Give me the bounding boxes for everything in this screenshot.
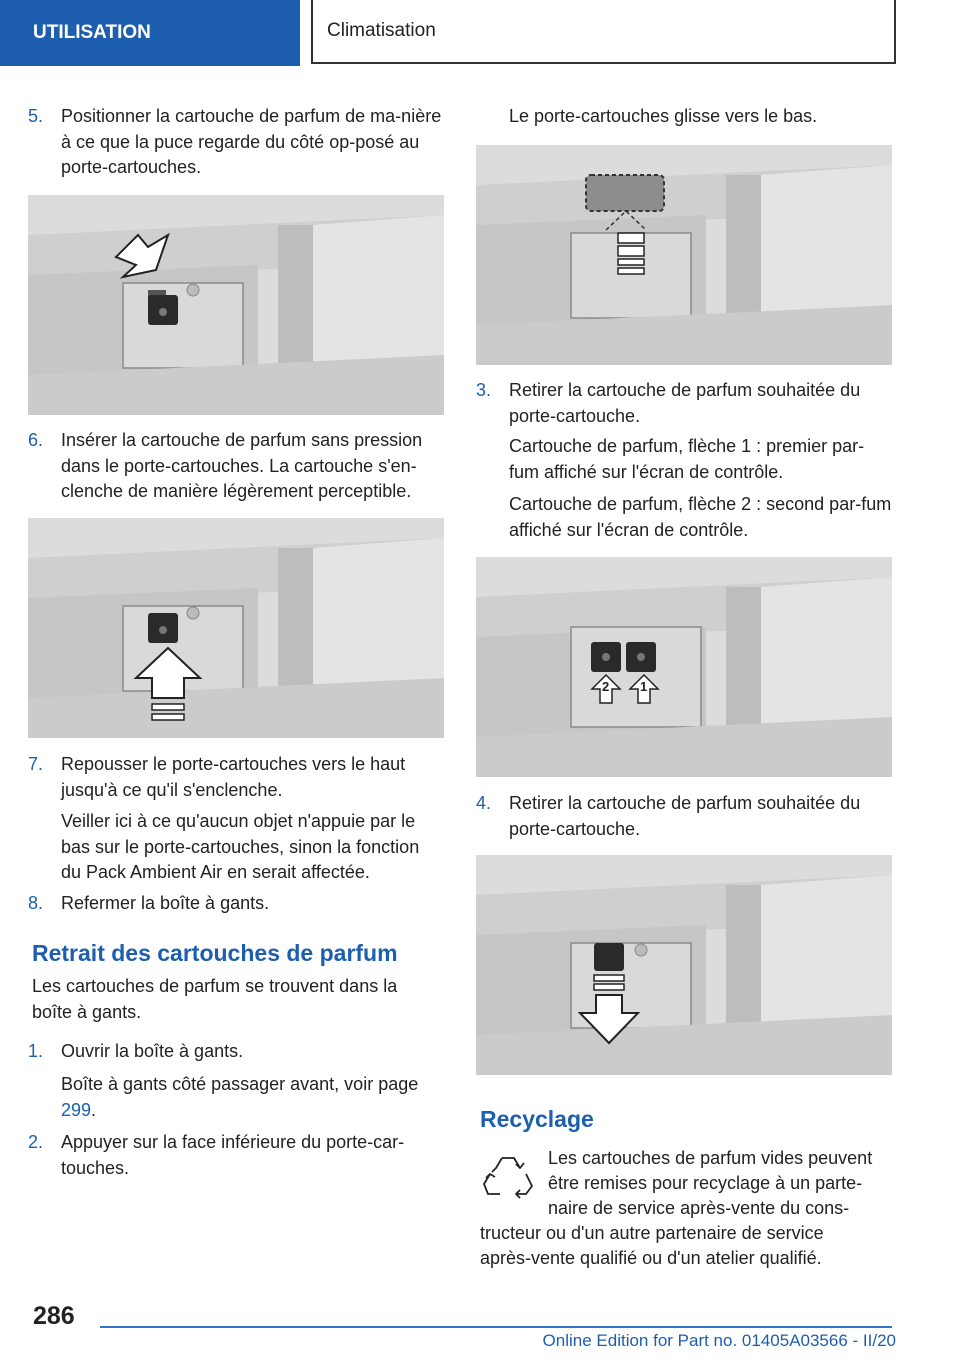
step-number: 7.: [28, 754, 44, 774]
step-2: [28, 1130, 444, 1185]
recycling-line-3: naire de service après-vente du cons‐: [548, 1198, 850, 1218]
step-6: [28, 428, 444, 508]
step-number: 3.: [476, 380, 492, 400]
chapter-title: Climatisation: [327, 20, 436, 41]
step-number: 8.: [28, 893, 44, 913]
continuation-text: Le porte-cartouches glisse vers le bas.: [509, 106, 818, 126]
page-reference-link[interactable]: 299: [61, 1099, 92, 1120]
glovebox-photo-holder-down: [476, 145, 892, 365]
step-4: [476, 791, 892, 846]
step-text: Refermer la boîte à gants.: [61, 893, 270, 913]
step-text: Ouvrir la boîte à gants.: [61, 1041, 244, 1061]
recycling-line-5: après-vente qualifié ou d'un atelier qualifié.: [480, 1248, 822, 1268]
step-3: [476, 378, 892, 433]
step-text: Retirer la cartouche de parfum souhaitée du porte-cartouche.: [509, 380, 861, 426]
step-text: Appuyer sur la face inférieure du porte-car‐touches.: [61, 1132, 405, 1178]
step-text: Retirer la cartouche de parfum souhaitée du porte-cartouche.: [509, 793, 861, 839]
step-3-note-2: Cartouche de parfum, flèche 2 : second par‐fum affiché sur l'écran de contrôle.: [509, 494, 892, 540]
section-tab: [0, 0, 300, 66]
recycling-line-4: tructeur ou d'un autre partenaire de service: [480, 1223, 824, 1243]
glovebox-photo-two-cartridges: [476, 557, 892, 777]
recycling-icon: [482, 1150, 534, 1202]
glovebox-photo-insert-position: [28, 195, 444, 415]
step-1: [28, 1039, 444, 1067]
page-number: 286: [33, 1302, 75, 1330]
step-text: Positionner la cartouche de parfum de ma‐nière à ce que la puce regarde du côté op‐posé au porte-cartouches.: [61, 106, 442, 177]
step-1-note-suffix: .: [91, 1099, 97, 1120]
step-number: 5.: [28, 106, 44, 126]
step-7-note: Veiller ici à ce qu'aucun objet n'appuie par le bas sur le porte-cartouches, sinon la fonction du Pack Ambient Air en serait affectée.: [61, 811, 420, 882]
step-5: [28, 104, 444, 184]
step-number: 1.: [28, 1041, 44, 1061]
section-heading-removal: Retrait des cartouches de parfum: [32, 940, 398, 966]
step-3-note-1: Cartouche de parfum, flèche 1 : premier par‐fum affiché sur l'écran de contrôle.: [509, 436, 865, 482]
section-heading-recycling: Recyclage: [480, 1106, 594, 1132]
step-number: 4.: [476, 793, 492, 813]
step-number: 2.: [28, 1132, 44, 1152]
recycling-line-2: être remises pour recyclage à un parte‐: [548, 1173, 863, 1193]
step-8: [28, 891, 444, 919]
arrow-label-1: 1: [640, 679, 648, 694]
glovebox-photo-remove-downward: [476, 855, 892, 1075]
recycling-line-1: Les cartouches de parfum vides peuvent: [548, 1148, 873, 1168]
arrow-label-2: 2: [602, 679, 610, 694]
step-number: 6.: [28, 430, 44, 450]
chapter-tab: [311, 0, 896, 64]
step-1-note-text: Boîte à gants côté passager avant, voir page: [61, 1074, 419, 1094]
section-title: UTILISATION: [33, 22, 151, 43]
footer-edition: Online Edition for Part no. 01405A03566 - II/20: [542, 1331, 896, 1350]
step-text: Insérer la cartouche de parfum sans pression dans le porte-cartouches. La cartouche s'en‐clenche de manière légèrement perceptible.: [61, 430, 423, 501]
footer-divider: [100, 1326, 892, 1328]
step-text: Repousser le porte-cartouches vers le haut jusqu'à ce qu'il s'enclenche.: [61, 754, 406, 800]
step-1-note: [61, 1072, 444, 1123]
removal-intro: Les cartouches de parfum se trouvent dans la boîte à gants.: [32, 976, 398, 1022]
glovebox-photo-insert-upward: [28, 518, 444, 738]
step-7: [28, 752, 444, 807]
